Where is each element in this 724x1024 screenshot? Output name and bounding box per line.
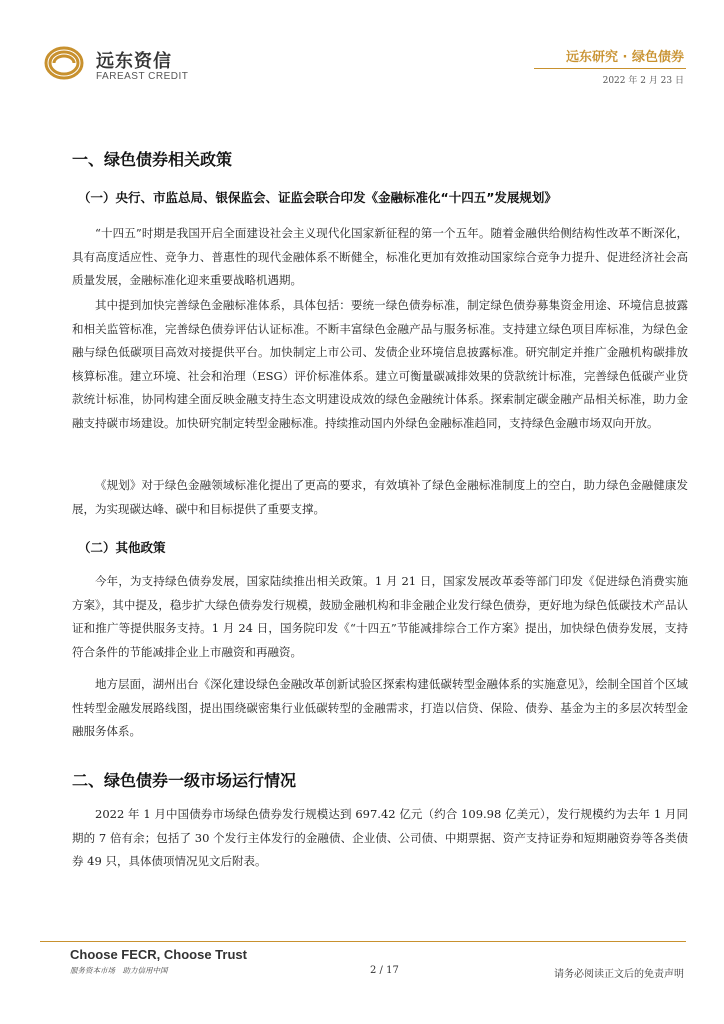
company-logo <box>41 42 191 92</box>
report-series-tag: 远东研究 · 绿色债券 <box>566 50 684 65</box>
section-1-subheading-1: （一）央行、市监总局、银保监会、证监会联合印发《金融标准化“十四五”发展规划》 <box>78 190 557 205</box>
paragraph-2: 其中提到加快完善绿色金融标准体系，具体包括：要统一绿色债券标准，制定绿色债券募集资金用途、环境信息披露和相关监管标准，完善绿色债券评估认证标准。不断丰富绿色金融产品与服务标准。支持建立绿色项目库标准，为绿色金融与绿色低碳项目高效对接提供平台。加快制定上市公司、发债企业环境信息披露标准。研究制定并推广金融机构碳排放核算标准。建立环境、社会和治理（ESG）评价标准体系。建立可衡量碳减排效果的贷款统计标准，完善绿色低碳产业贷款统计标准，协同构建全面反映金融支持生态文明建设成效的绿色金融统计体系。探索制定碳金融产品相关标准，助力金融支持碳市场建设。加快研究制定转型金融标准。持续推动国内外绿色金融标准趋同，支持绿色金融市场双向开放。 <box>72 298 688 430</box>
section-1-heading: 一、绿色债券相关政策 <box>72 150 233 169</box>
logo-chinese-name: 远东资信 <box>96 51 172 72</box>
logo-english-name: FAREAST CREDIT <box>96 71 189 82</box>
paragraph-6: 2022 年 1 月中国债券市场绿色债券发行规模达到 697.42 亿元（约合 109.98 亿美元），发行规模约为去年 1 月同期的 7 倍有余；包括了 30 个发行主体发行的金融债、企业债、公司债、中期票据、资产支持证券和短期融资券等各类债券 49 只，具体债项情况见文后附表。 <box>72 807 688 869</box>
report-date: 2022 年 2 月 23 日 <box>602 76 684 86</box>
footer-tagline: 服务资本市场 助力信用中国 <box>70 966 168 975</box>
section-1-subheading-2: （二）其他政策 <box>78 540 166 555</box>
header-divider <box>534 68 686 69</box>
paragraph-5: 地方层面，湖州出台《深化建设绿色金融改革创新试验区探索构建低碳转型金融体系的实施意见》，绘制全国首个区域性转型金融发展路线图，提出围绕碳密集行业低碳转型的金融需求，打造以信贷、保险、债券、基金为主的多层次转型金融服务体系。 <box>72 677 688 739</box>
disclaimer-note: 请务必阅读正文后的免责声明 <box>554 969 684 980</box>
footer-brand-slogan: Choose FECR, Choose Trust <box>70 947 247 962</box>
paragraph-1: “十四五”时期是我国开启全面建设社会主义现代化国家新征程的第一个五年。随着金融供给侧结构性改革不断深化，具有高度适应性、竞争力、普惠性的现代金融体系不断健全，标准化更加有效推动国家综合竞争力提升、促进经济社会高质量发展，金融标准化迎来重要战略机遇期。 <box>72 226 688 288</box>
paragraph-4: 今年，为支持绿色债券发展，国家陆续推出相关政策。1 月 21 日，国家发展改革委等部门印发《促进绿色消费实施方案》，其中提及，稳步扩大绿色债券发行规模，鼓励金融机构和非金融企业发行绿色债券，更好地为绿色低碳技术产品认证和推广等提供服务支持。1 月 24 日，国务院印发《“十四五”节能减排综合工作方案》提出，加快绿色债券发展，支持符合条件的节能减排企业上市融资和再融资。 <box>72 574 688 659</box>
footer-divider <box>40 941 686 942</box>
fareast-credit-logo-icon <box>41 42 87 84</box>
section-2-heading: 二、绿色债券一级市场运行情况 <box>72 771 297 790</box>
page-number: 2 / 17 <box>370 965 399 976</box>
paragraph-3: 《规划》对于绿色金融领域标准化提出了更高的要求，有效填补了绿色金融标准制度上的空白，助力绿色金融健康发展，为实现碳达峰、碳中和目标提供了重要支撑。 <box>72 478 688 516</box>
